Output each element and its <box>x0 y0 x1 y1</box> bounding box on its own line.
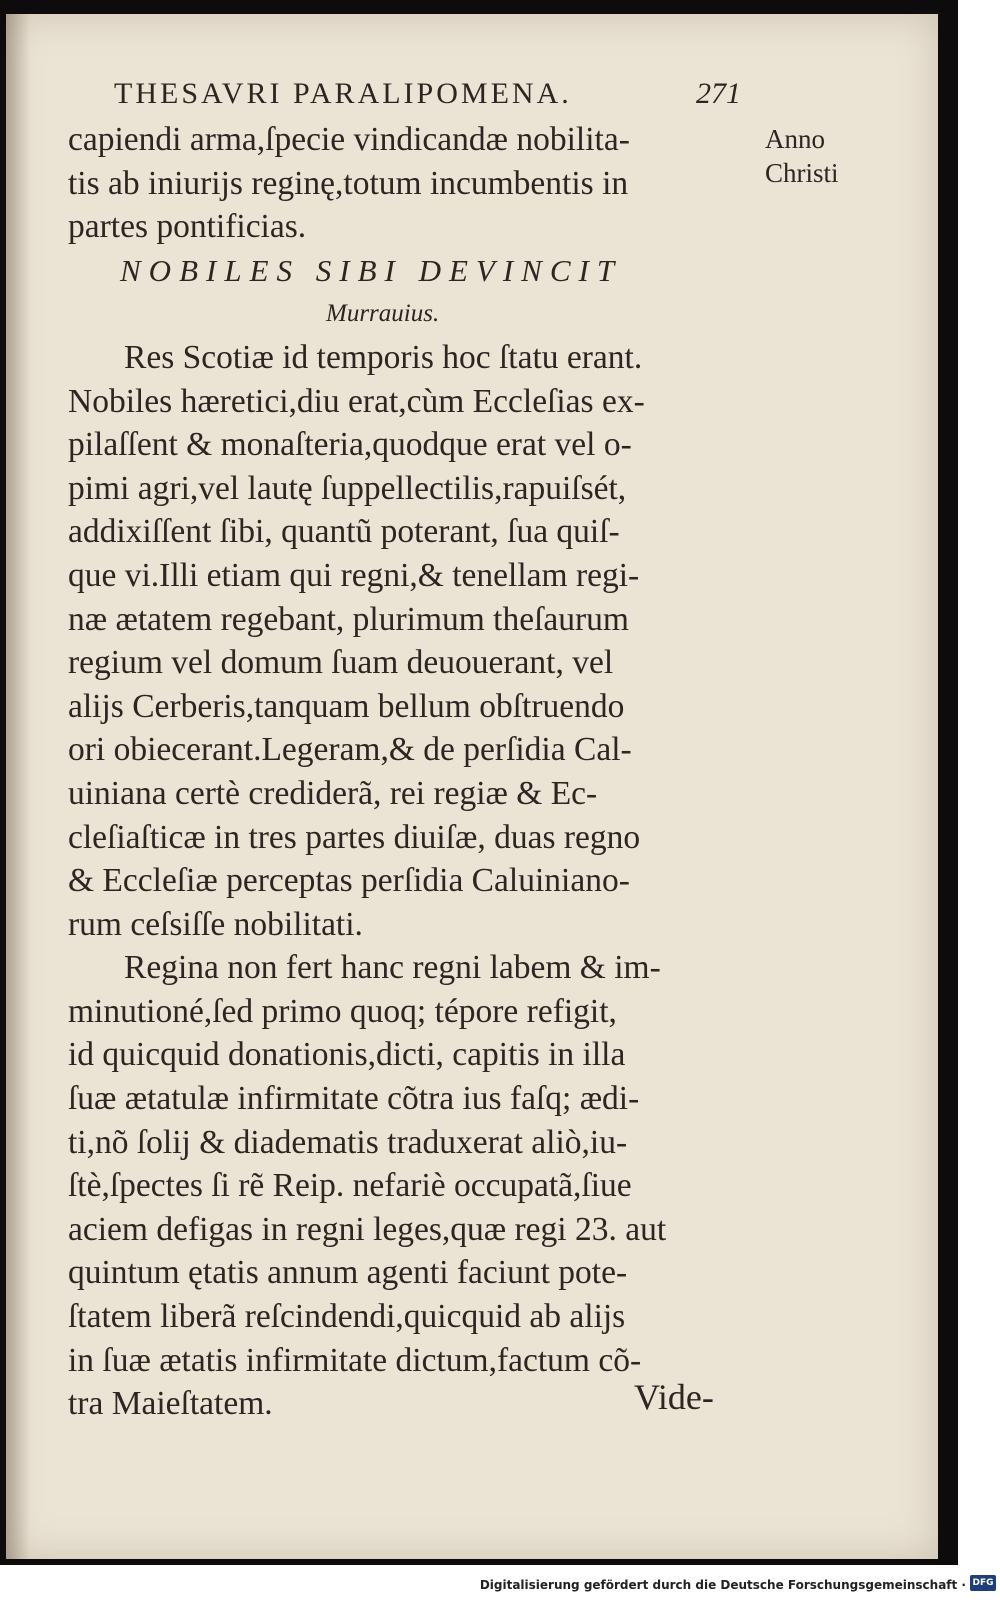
margin-note-line: Anno <box>765 124 825 154</box>
margin-note-line: Christi <box>765 158 839 188</box>
paragraph-line: ti,nõ ſolij & diadematis traduxerat aliò,iu- <box>68 1123 628 1161</box>
paragraph-line: ſuæ ætatulæ infirmitate cõtra ius faſq; ædi- <box>68 1080 640 1118</box>
paragraph-line: ori obiecerant.Legeram,& de perſidia Cal- <box>68 731 632 769</box>
gutter-shadow <box>6 14 30 1559</box>
paragraph-line: rum ceſsiſſe nobilitati. <box>68 905 363 943</box>
section-heading-name: Murrauius. <box>326 300 440 328</box>
paragraph-line: in ſuæ ætatis infirmitate dictum,factum cõ- <box>68 1341 642 1379</box>
paragraph-line: ſtè,ſpectes ſi rẽ Reip. nefariè occupatã,ſiue <box>68 1167 632 1205</box>
paragraph-line: pilaſſent & monaſteria,quodque erat vel o- <box>68 426 632 464</box>
book-page <box>6 14 938 1559</box>
section-heading: NOBILES SIBI DEVINCIT <box>120 252 623 288</box>
running-head: THESAVRI PARALIPOMENA. <box>114 77 572 110</box>
paragraph-line: Res Scotiæ id temporis hoc ſtatu erant. <box>124 338 643 376</box>
text-line: partes pontificias. <box>68 208 307 246</box>
text-line: capiendi arma,ſpecie vindicandæ nobilita- <box>68 121 630 158</box>
paragraph-line: cleſiaſticæ in tres partes diuiſæ, duas regno <box>68 818 641 856</box>
paragraph-line: & Eccleſiæ perceptas perſidia Caluiniano- <box>68 862 630 900</box>
paragraph-line: tra Maieſtatem. <box>68 1385 273 1423</box>
funding-notice: Digitalisierung gefördert durch die Deutsche Forschungsgemeinschaft · <box>479 1578 966 1592</box>
paragraph-line: addixiſſent ſibi, quantũ poterant, ſua quiſ- <box>68 513 620 551</box>
paragraph-line: regium vel domum ſuam deuouerant, vel <box>68 644 614 682</box>
footer-bar <box>0 1565 1000 1603</box>
paragraph-line: que vi.Illi etiam qui regni,& tenellam regi- <box>68 556 640 594</box>
catchword: Vide- <box>634 1377 714 1417</box>
page-number: 271 <box>696 77 741 110</box>
dfg-logo-icon: DFG <box>970 1575 996 1591</box>
margin-note <box>765 122 885 190</box>
paragraph-line: ſtatem liberã reſcindendi,quicquid ab alijs <box>68 1298 626 1336</box>
paragraph-line: id quicquid donationis,dicti, capitis in illa <box>68 1036 626 1074</box>
paragraph-line: alijs Cerberis,tanquam bellum obſtruendo <box>68 687 625 725</box>
text-line: tis ab iniurijs reginę,totum incumbentis in <box>68 164 629 202</box>
body-text <box>68 118 758 1426</box>
paragraph-line: Regina non fert hanc regni labem & im- <box>124 949 661 987</box>
paragraph-line: næ ætatem regebant, plurimum theſaurum <box>68 600 629 638</box>
paragraph-line: aciem defigas in regni leges,quæ regi 23. aut <box>68 1210 667 1248</box>
paragraph-line: quintum ętatis annum agenti faciunt pote- <box>68 1254 628 1292</box>
paragraph-line: Nobiles hæretici,diu erat,cùm Eccleſias ex- <box>68 382 645 420</box>
paragraph-line: uiniana certè crediderã, rei regiæ & Ec- <box>68 774 598 812</box>
paragraph-line: pimi agri,vel lautę ſuppellectilis,rapuiſsét, <box>68 469 627 507</box>
paragraph-line: minutioné,ſed primo quoq; tépore refigit, <box>68 992 617 1030</box>
